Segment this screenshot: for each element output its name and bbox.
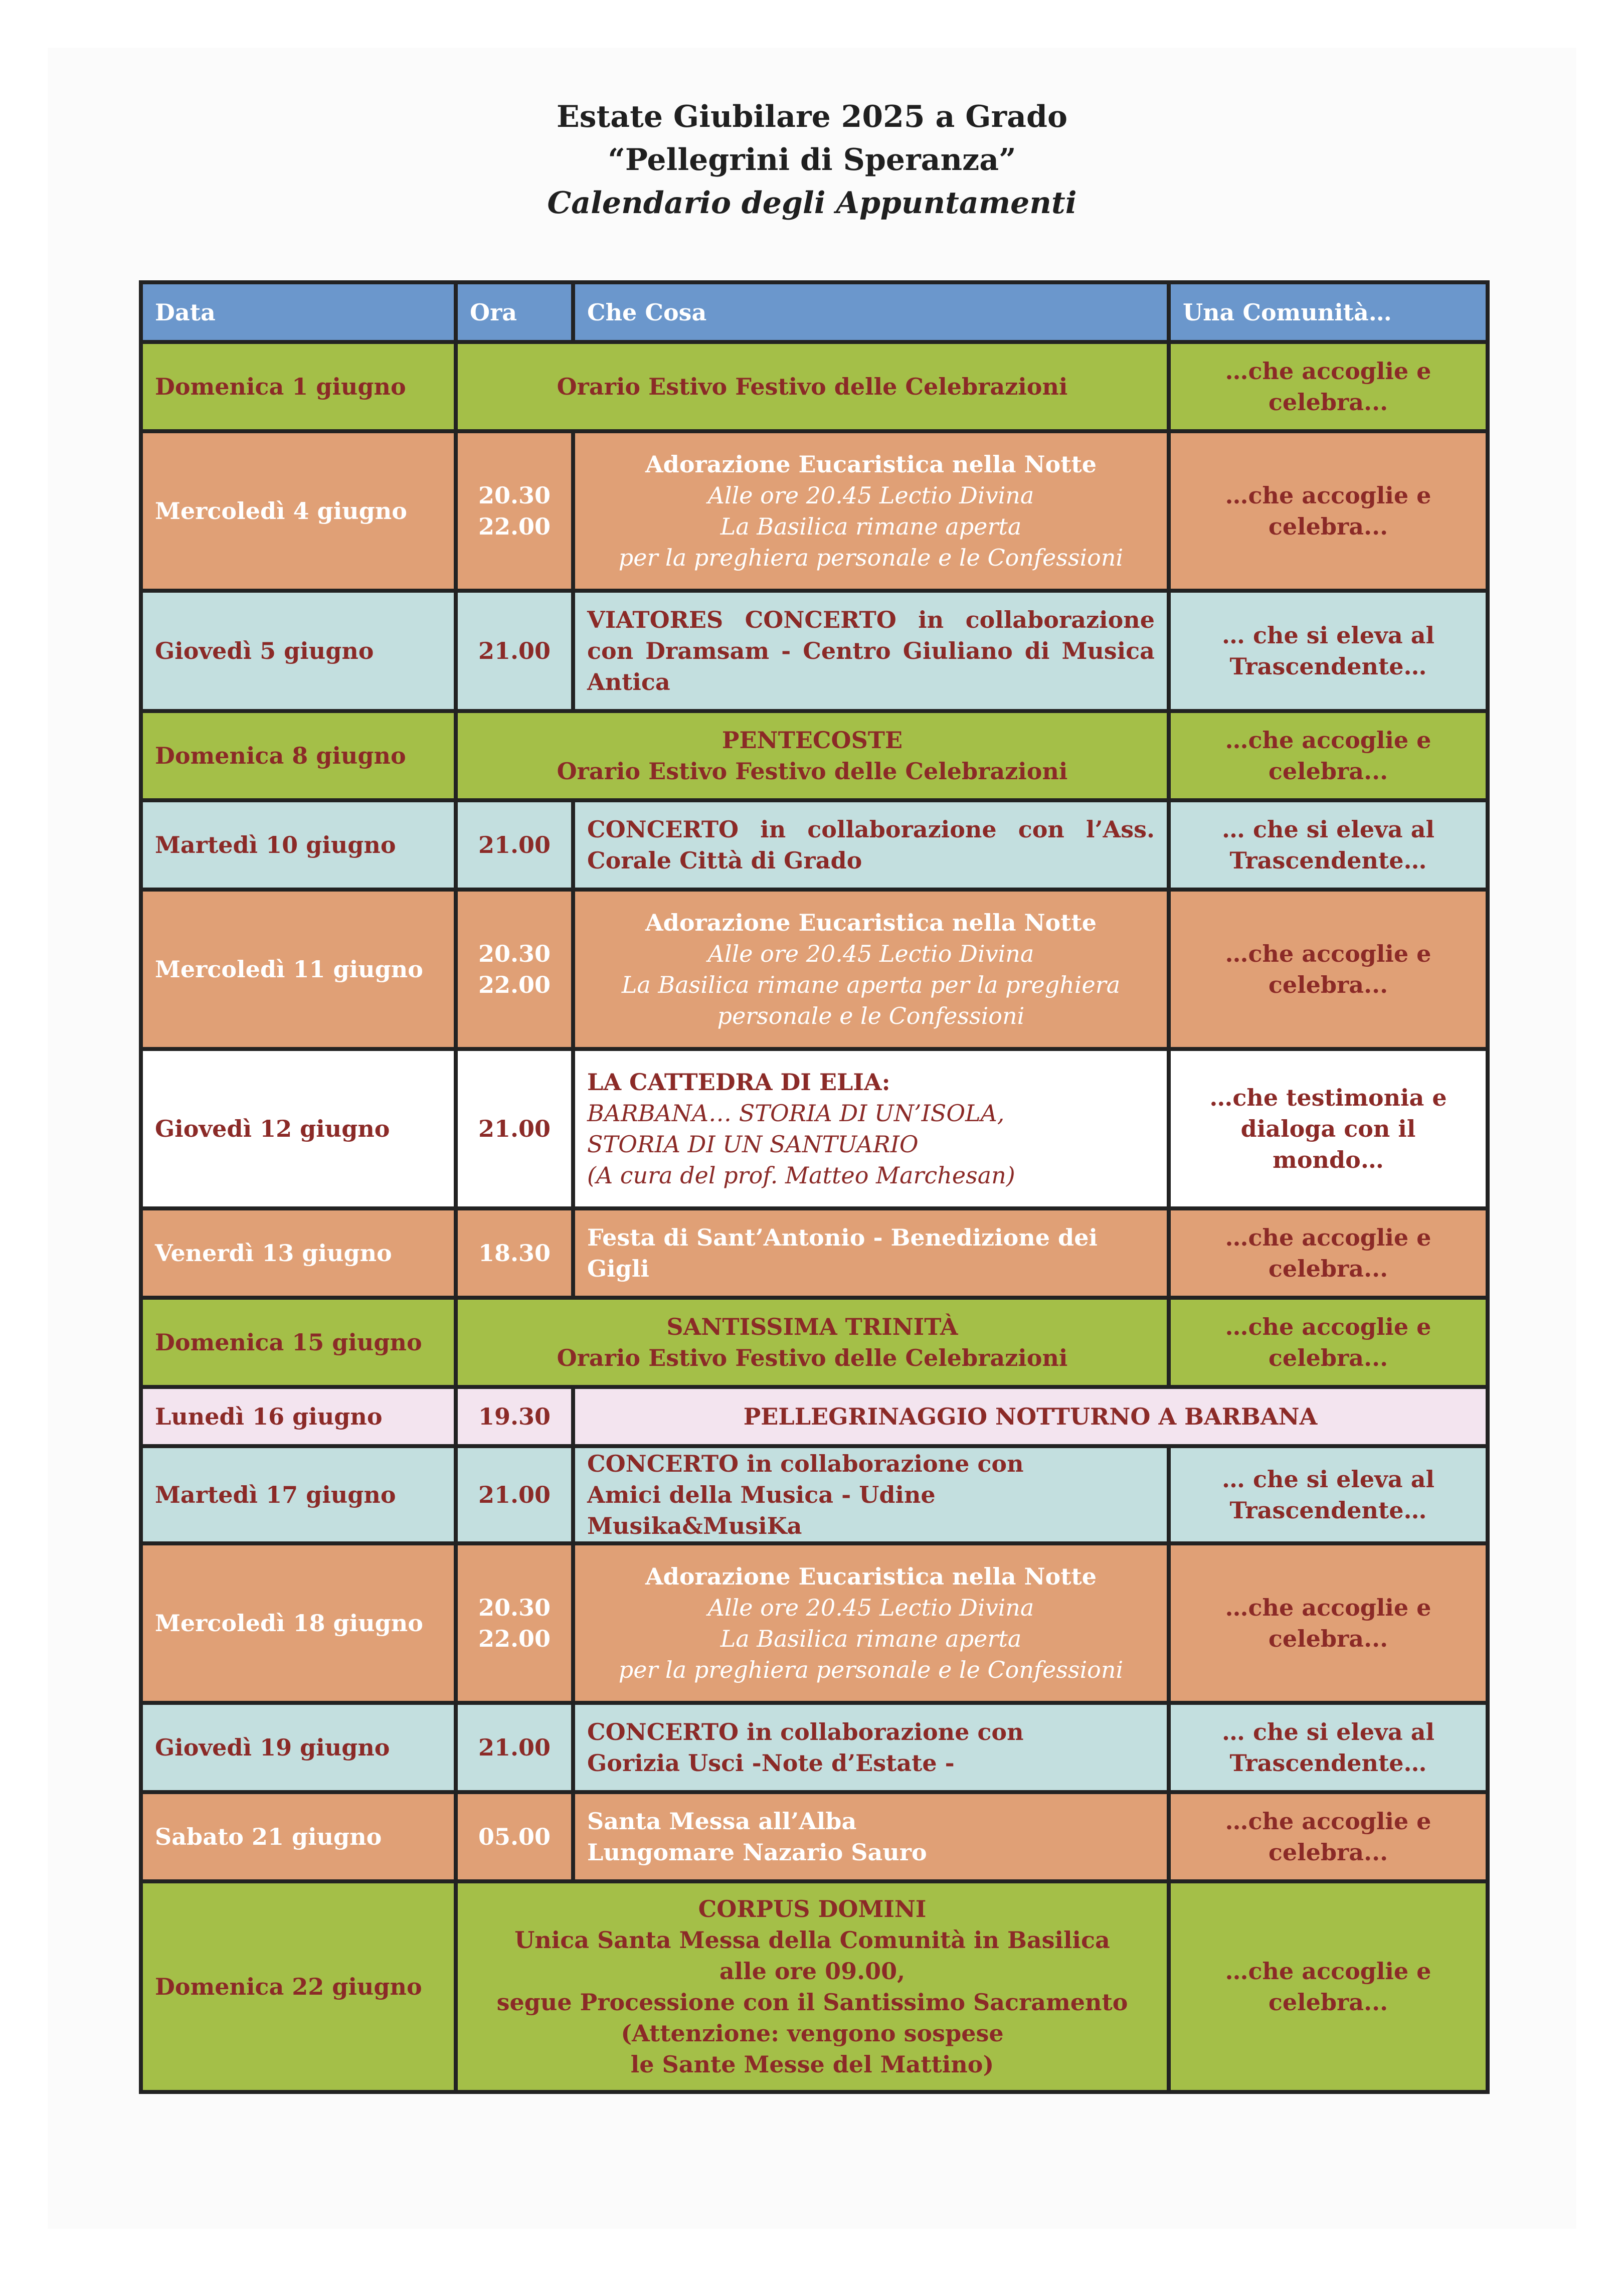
- row-date: Giovedì 19 giugno: [141, 1703, 456, 1792]
- document-caption: Calendario degli Appuntamenti: [547, 186, 1077, 221]
- row-event: PELLEGRINAGGIO NOTTURNO A BARBANA: [573, 1387, 1488, 1446]
- row-event: Orario Estivo Festivo delle Celebrazioni: [456, 342, 1169, 431]
- row-community: … che si eleva al Trascendente…: [1169, 800, 1488, 890]
- table-row: [141, 342, 1488, 431]
- row-date: Domenica 8 giugno: [141, 711, 456, 800]
- row-time: 21.00: [456, 591, 573, 711]
- row-date: Sabato 21 giugno: [141, 1792, 456, 1881]
- row-time: 21.00: [456, 1446, 573, 1543]
- column-header-time: Ora: [456, 282, 573, 342]
- row-community: … che si eleva al Trascendente…: [1169, 1446, 1488, 1543]
- row-date: Mercoledì 18 giugno: [141, 1543, 456, 1703]
- table-row: [141, 1298, 1488, 1387]
- row-community: … che si eleva al Trascendente…: [1169, 1703, 1488, 1792]
- table-row: [141, 1387, 1488, 1446]
- row-date: Lunedì 16 giugno: [141, 1387, 456, 1446]
- row-community: …che accoglie e celebra...: [1169, 711, 1488, 800]
- row-community: …che accoglie e celebra...: [1169, 431, 1488, 591]
- table-row: [141, 1208, 1488, 1298]
- row-time: 05.00: [456, 1792, 573, 1881]
- table-row: [141, 890, 1488, 1049]
- row-date: Giovedì 5 giugno: [141, 591, 456, 711]
- row-time: 20.30 22.00: [456, 890, 573, 1049]
- calendar-table: [139, 280, 1490, 2094]
- table-row: [141, 1881, 1488, 2092]
- row-event: CORPUS DOMINI Unica Santa Messa della Comunità in Basilica alle ore 09.00, segue Processione con il Santissimo Sacramento (Attenzione: vengono sospese le Sante Messe del Mattino): [456, 1881, 1169, 2092]
- row-date: Martedì 17 giugno: [141, 1446, 456, 1543]
- row-time: 18.30: [456, 1208, 573, 1298]
- row-event: SANTISSIMA TRINITÀ Orario Estivo Festivo delle Celebrazioni: [456, 1298, 1169, 1387]
- row-time: 21.00: [456, 1703, 573, 1792]
- row-community: …che accoglie e celebra...: [1169, 890, 1488, 1049]
- row-event: Adorazione Eucaristica nella Notte Alle ore 20.45 Lectio Divina La Basilica rimane aperta per la preghiera personale e le Confessioni: [573, 1543, 1169, 1703]
- row-date: Domenica 1 giugno: [141, 342, 456, 431]
- row-time: 20.30 22.00: [456, 431, 573, 591]
- table-row: [141, 1792, 1488, 1881]
- row-event: VIATORES CONCERTO in collaborazione con Dramsam - Centro Giuliano di Musica Antica: [573, 591, 1169, 711]
- row-date: Domenica 15 giugno: [141, 1298, 456, 1387]
- table-row: [141, 711, 1488, 800]
- table-row: [141, 800, 1488, 890]
- column-header-community: Una Comunità…: [1169, 282, 1488, 342]
- row-date: Mercoledì 4 giugno: [141, 431, 456, 591]
- row-date: Mercoledì 11 giugno: [141, 890, 456, 1049]
- row-time: 20.30 22.00: [456, 1543, 573, 1703]
- document-title: Estate Giubilare 2025 a Grado: [557, 99, 1067, 134]
- document-subtitle: “Pellegrini di Speranza”: [608, 142, 1016, 178]
- row-event: Adorazione Eucaristica nella Notte Alle ore 20.45 Lectio Divina La Basilica rimane aperta per la preghiera personale e le Confessioni: [573, 890, 1169, 1049]
- row-time: 19.30: [456, 1387, 573, 1446]
- row-date: Giovedì 12 giugno: [141, 1049, 456, 1208]
- row-date: Martedì 10 giugno: [141, 800, 456, 890]
- table-row: [141, 431, 1488, 591]
- row-event: CONCERTO in collaborazione con l’Ass. Corale Città di Grado: [573, 800, 1169, 890]
- row-date: Venerdì 13 giugno: [141, 1208, 456, 1298]
- table-row: [141, 1703, 1488, 1792]
- row-community: …che testimonia e dialoga con il mondo…: [1169, 1049, 1488, 1208]
- row-event: Festa di Sant’Antonio - Benedizione dei Gigli: [573, 1208, 1169, 1298]
- row-event: Santa Messa all’Alba Lungomare Nazario Sauro: [573, 1792, 1169, 1881]
- row-event: PENTECOSTE Orario Estivo Festivo delle Celebrazioni: [456, 711, 1169, 800]
- row-date: Domenica 22 giugno: [141, 1881, 456, 2092]
- row-time: 21.00: [456, 800, 573, 890]
- row-event: LA CATTEDRA DI ELIA: BARBANA… STORIA DI UN’ISOLA, STORIA DI UN SANTUARIO (A cura del prof. Matteo Marchesan): [573, 1049, 1169, 1208]
- table-row: [141, 591, 1488, 711]
- row-event: Adorazione Eucaristica nella Notte Alle ore 20.45 Lectio Divina La Basilica rimane aperta per la preghiera personale e le Confessioni: [573, 431, 1169, 591]
- table-header-row: [141, 282, 1488, 342]
- row-community: …che accoglie e celebra...: [1169, 342, 1488, 431]
- column-header-event: Che Cosa: [573, 282, 1169, 342]
- document-header: [0, 95, 1624, 225]
- table-row: [141, 1049, 1488, 1208]
- row-event: CONCERTO in collaborazione con Amici della Musica - Udine Musika&MusiKa: [573, 1446, 1169, 1543]
- row-community: …che accoglie e celebra...: [1169, 1881, 1488, 2092]
- row-community: … che si eleva al Trascendente…: [1169, 591, 1488, 711]
- row-time: 21.00: [456, 1049, 573, 1208]
- table-row: [141, 1446, 1488, 1543]
- table-row: [141, 1543, 1488, 1703]
- row-event: CONCERTO in collaborazione con Gorizia Usci -Note d’Estate -: [573, 1703, 1169, 1792]
- row-community: …che accoglie e celebra...: [1169, 1208, 1488, 1298]
- column-header-date: Data: [141, 282, 456, 342]
- row-community: …che accoglie e celebra...: [1169, 1792, 1488, 1881]
- row-community: …che accoglie e celebra...: [1169, 1298, 1488, 1387]
- row-community: …che accoglie e celebra...: [1169, 1543, 1488, 1703]
